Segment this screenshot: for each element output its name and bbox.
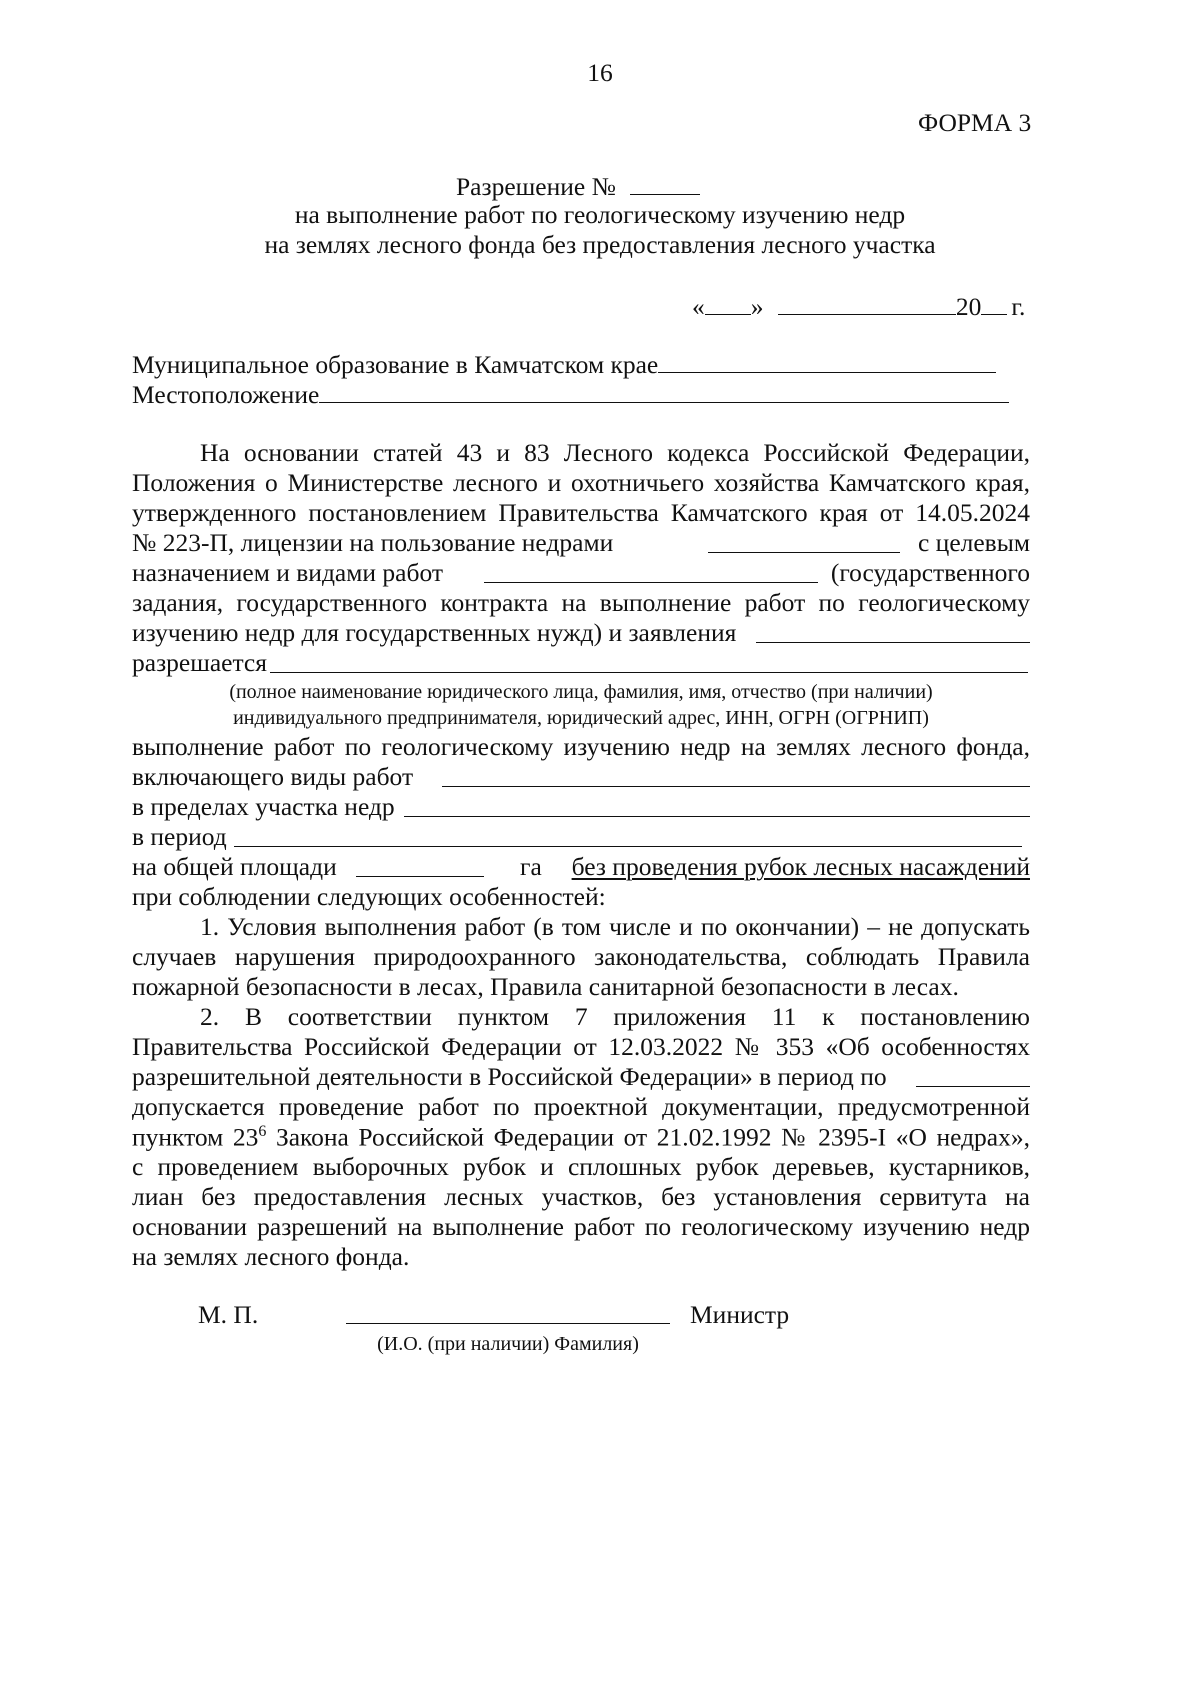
date-close-quote: »: [750, 292, 764, 321]
item-2-line-4: допускается проведение работ по проектной документации, предусмотренной: [132, 1092, 1030, 1121]
municipality-line: [132, 350, 996, 378]
item-1-line-1: 1. Условия выполнения работ (в том числе и по окончании) – не допускать: [200, 912, 1030, 941]
body-line-6: задания, государственного контракта на выполнение работ по геологическому: [132, 588, 1030, 617]
item-2-period-text: разрешительной деятельности в Российской Федерации» в период по: [132, 1062, 887, 1091]
application-field[interactable]: [756, 620, 1030, 643]
location-field[interactable]: [319, 380, 1009, 403]
permittee-note-2: индивидуального предпринимателя, юридический адрес, ИНН, ОГРН (ОГРНИП): [233, 707, 929, 729]
included-works-label: включающего виды работ: [132, 762, 414, 791]
item-2-period-field[interactable]: [916, 1064, 1030, 1087]
body-line-3: утвержденного постановлением Правительства Камчатского края от 14.05.2024: [132, 498, 1030, 527]
license-label: № 223-П, лицензии на пользование недрами: [132, 528, 614, 557]
location-line: [132, 380, 1009, 408]
item-1-line-3: пожарной безопасности в лесах, Правила санитарной безопасности в лесах.: [132, 972, 959, 1001]
item-2-line-5-start: пунктом 23: [132, 1122, 259, 1152]
item-2-line-5: [132, 1124, 1030, 1150]
purpose-label: с целевым: [917, 528, 1030, 557]
body-line-2: Положения о Министерстве лесного и охотничьего хозяйства Камчатского края,: [132, 468, 1030, 497]
body-line-9: выполнение работ по геологическому изучению недр на землях лесного фонда,: [132, 732, 1030, 761]
signature-field[interactable]: [346, 1323, 670, 1324]
page-number: 16: [587, 58, 613, 87]
body-line-13: [132, 854, 1030, 880]
permittee-note-1: (полное наименование юридического лица, фамилия, имя, отчество (при наличии): [229, 681, 933, 703]
area-label: на общей площади: [132, 852, 337, 881]
body-line-7: [132, 620, 1030, 646]
area-field[interactable]: [356, 854, 484, 877]
item-2-line-2: Правительства Российской Федерации от 12.03.2022 № 353 «Об особенностях: [132, 1032, 1030, 1061]
permittee-field[interactable]: [270, 650, 1028, 673]
signature-caption: (И.О. (при наличии) Фамилия): [377, 1333, 639, 1355]
body-line-8: [132, 650, 1030, 676]
date-year-prefix: 20: [955, 292, 982, 321]
no-felling-clause: без проведения рубок лесных насаждений: [571, 852, 1030, 881]
license-field[interactable]: [708, 530, 900, 553]
municipality-label: Муниципальное образование в Камчатском крае: [132, 350, 659, 379]
permit-title-text: Разрешение №: [456, 172, 616, 201]
permit-number-field[interactable]: [630, 172, 700, 195]
form-label: ФОРМА 3: [918, 108, 1032, 137]
subsoil-plot-field[interactable]: [404, 794, 1030, 817]
item-2-line-5-end: Закона Российской Федерации от 21.02.1992 № 2395-I «О недрах»,: [266, 1122, 1030, 1152]
date-year-field[interactable]: [981, 292, 1007, 315]
state-task-label: (государственного: [830, 558, 1030, 587]
stamp-label: М. П.: [198, 1300, 259, 1329]
included-works-field[interactable]: [442, 764, 1030, 787]
subsoil-plot-label: в пределах участка недр: [132, 792, 395, 821]
date-year-suffix: г.: [1011, 292, 1026, 321]
body-line-12: [132, 824, 1030, 850]
item-2-line-7: лиан без предоставления лесных участков, без установления сервитута на: [132, 1182, 1030, 1211]
item-2-line-9: на землях лесного фонда.: [132, 1242, 410, 1271]
item-2-line-1: 2. В соответствии пунктом 7 приложения 11 к постановлению: [200, 1002, 1030, 1031]
location-label: Местоположение: [132, 380, 320, 409]
date-day-field[interactable]: [705, 292, 751, 315]
municipality-field[interactable]: [658, 350, 996, 373]
body-line-1: На основании статей 43 и 83 Лесного кодекса Российской Федерации,: [200, 438, 1030, 467]
date-open-quote: «: [692, 292, 705, 321]
date-month-field[interactable]: [778, 292, 956, 315]
body-line-10: [132, 764, 1030, 790]
minister-title: Министр: [690, 1300, 790, 1329]
item-1-line-2: случаев нарушения природоохранного законодательства, соблюдать Правила: [132, 942, 1030, 971]
period-label: в период: [132, 822, 227, 851]
item-2-line-6: с проведением выборочных рубок и сплошных рубок деревьев, кустарников,: [132, 1152, 1030, 1181]
body-line-4: [132, 530, 1030, 556]
body-line-5: [132, 560, 1030, 586]
item-2-line-3: [132, 1064, 1030, 1090]
permitted-label: разрешается: [132, 648, 267, 677]
body-line-14: при соблюдении следующих особенностей:: [132, 882, 606, 911]
permit-title: [456, 172, 700, 200]
work-types-field[interactable]: [484, 560, 818, 583]
item-2-superscript: 6: [258, 1123, 267, 1140]
item-2-line-8: основании разрешений на выполнение работ по геологическому изучению недр: [132, 1212, 1030, 1241]
title-line-3: на землях лесного фонда без предоставления лесного участка: [264, 230, 936, 259]
body-line-11: [132, 794, 1030, 820]
title-line-2: на выполнение работ по геологическому изучению недр: [294, 200, 906, 229]
application-label: изучению недр для государственных нужд) и заявления: [132, 618, 737, 647]
hectare-unit: га: [520, 852, 542, 881]
work-types-label: назначением и видами работ: [132, 558, 444, 587]
period-field[interactable]: [234, 824, 1022, 847]
date-line: [692, 292, 1025, 320]
